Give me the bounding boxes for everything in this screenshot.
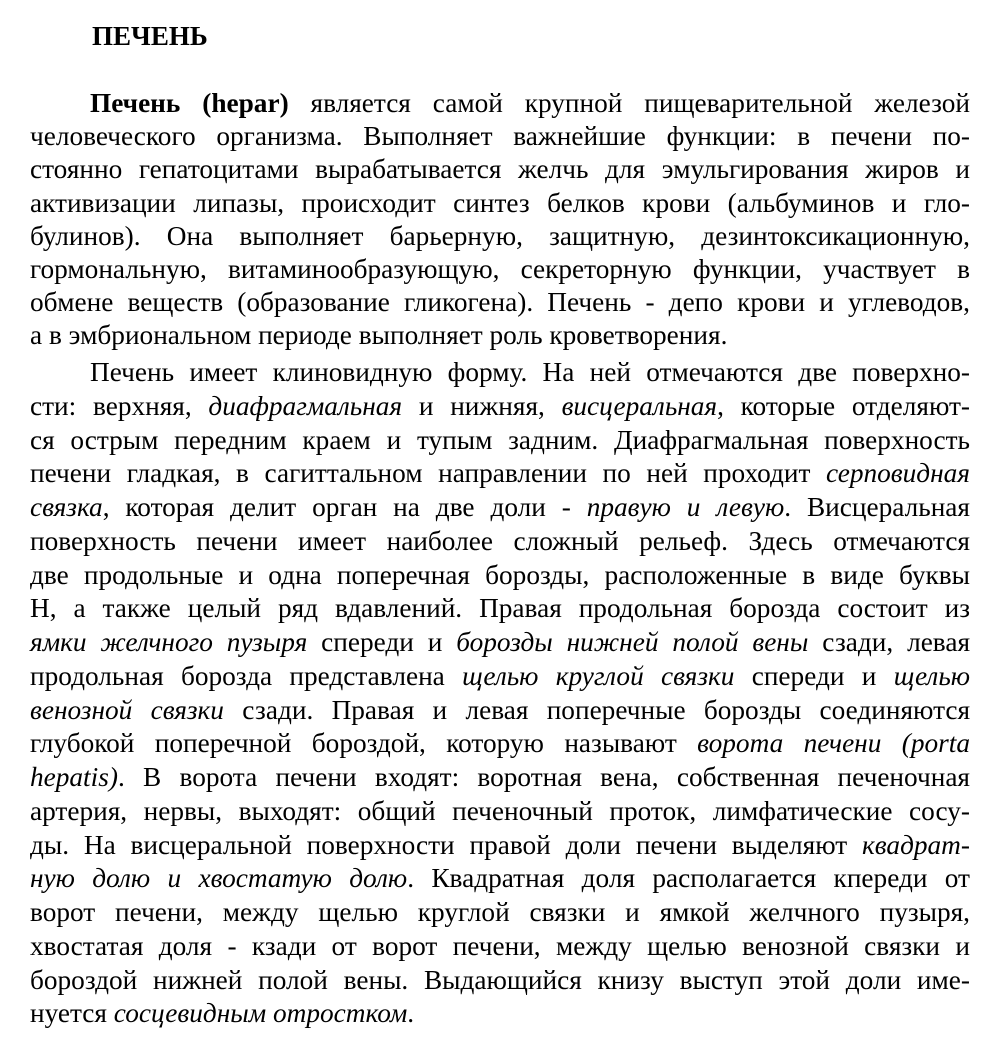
text-line [30,861,970,895]
text-run: ды. На висцеральной поверхности правой доли печени выделяют [30,829,862,860]
text-line [30,760,970,794]
text-line [30,219,970,253]
text-run: стоянно гепатоцитами вырабатывается желчь для эмульгирования жиров и [30,154,970,185]
text-run: спереди и [734,660,894,691]
text-run: печени гладкая, в сагиттальном направлении по ней проходит [30,458,826,489]
text-line [30,558,970,592]
italic-term: борозды нижней полой вены [456,627,809,657]
text-line [30,591,970,625]
italic-term: сосцевидным отростком [113,998,408,1029]
text-run: гормональную, витаминообразующую, секреторную функции, участвует в [30,254,970,284]
italic-term: висцеральная [561,390,718,421]
text-line [30,895,970,929]
text-run: хвостатая доля - кзади от ворот печени, между щелью венозной связки и [30,930,970,961]
text-line [30,490,970,524]
italic-term: венозной связки [30,694,224,725]
text-run: Печень имеет клиновидную форму. На ней отмечаются две поверхно- [90,357,970,387]
text-run: ворот печени, между щелью круглой связки и ямкой желчного пузыря, [30,897,970,927]
text-run: активизации липазы, происходит синтез белков крови (альбуминов и гло- [30,187,970,218]
text-line [30,152,970,186]
italic-term: hepatis) [30,762,118,792]
text-line [30,659,970,693]
text-run: бороздой нижней полой вены. Выдающийся книзу выступ этой доли име- [30,964,970,995]
text-run: а в эмбриональном периоде выполняет роль кроветворения. [30,320,728,351]
italic-term: ямки желчного пузыря [30,627,308,657]
text-line [30,963,970,997]
bold-term: Печень (hepar) [90,88,289,118]
text-run: , которая делит орган на две доли - [102,492,587,522]
text-run: обмене веществ (образование гликогена). Печень - депо крови и углеводов, [30,287,970,318]
italic-term: щелью круглой связки [462,660,735,691]
italic-term: ворота печени (porta [697,728,970,759]
text-run: нуется [30,998,114,1029]
text-run: . Квадратная доля располагается кпереди от [407,863,970,894]
text-run: глубокой поперечной бороздой, которую называют [30,728,698,759]
text-run: сзади, левая [808,627,971,657]
text-run: . В ворота печени входят: воротная вена, собственная печеночная [117,762,970,792]
text-run: и нижняя, [402,390,562,421]
document-title: ПЕЧЕНЬ [92,21,208,51]
text-line [30,423,970,457]
text-line [30,625,970,659]
text-run: артерия, нервы, выходят: общий печеночный проток, лимфатические сосу- [30,795,970,826]
text-run: две продольные и одна поперечная борозды, расположенные в виде буквы [30,559,970,590]
text-line [30,524,970,558]
text-run: булинов). Она выполняет барьерную, защитную, дезинтоксикационную, [30,220,970,251]
text-line [90,355,970,389]
text-line [30,318,970,352]
italic-term: квадрат- [862,829,970,860]
italic-term: щелью [893,660,970,691]
text-run: сти: верхняя, [30,390,209,421]
text-run: Н, а также целый ряд вдавлений. Правая продольная борозда состоит из [30,593,970,624]
text-line [30,252,970,286]
text-run: продольная борозда представлена [30,660,463,691]
text-run: ся острым передним краем и тупым задним. Диафрагмальная поверхность [30,424,970,455]
text-line [30,726,970,760]
text-run: поверхность печени имеет наиболее сложный рельеф. Здесь отмечаются [30,525,970,556]
text-run: является самой крупной пищеварительной железой [288,88,970,118]
text-run: сзади. Правая и левая поперечные борозды соединяются [223,694,970,725]
italic-term: диафрагмальная [208,390,403,421]
text-run: . Висцеральная [784,492,970,522]
italic-term: серповидная [825,458,970,489]
text-run: человеческого организма. Выполняет важнейшие функции: в печени по- [30,121,970,152]
text-line [30,119,970,153]
text-run: . [407,998,415,1029]
italic-term: ную долю и хвостатую долю [30,863,408,894]
text-line [30,693,970,727]
text-line [30,929,970,963]
italic-term: правую и левую [586,492,785,522]
text-line [30,794,970,828]
text-line [30,828,970,862]
text-line [90,86,970,120]
text-run: спереди и [307,627,457,657]
text-line [30,389,970,423]
text-run: , которые отделяют- [717,390,970,421]
italic-term: связка [30,492,103,522]
text-line [30,285,970,319]
text-line [30,996,970,1030]
text-line [30,186,970,220]
text-line [30,456,970,490]
